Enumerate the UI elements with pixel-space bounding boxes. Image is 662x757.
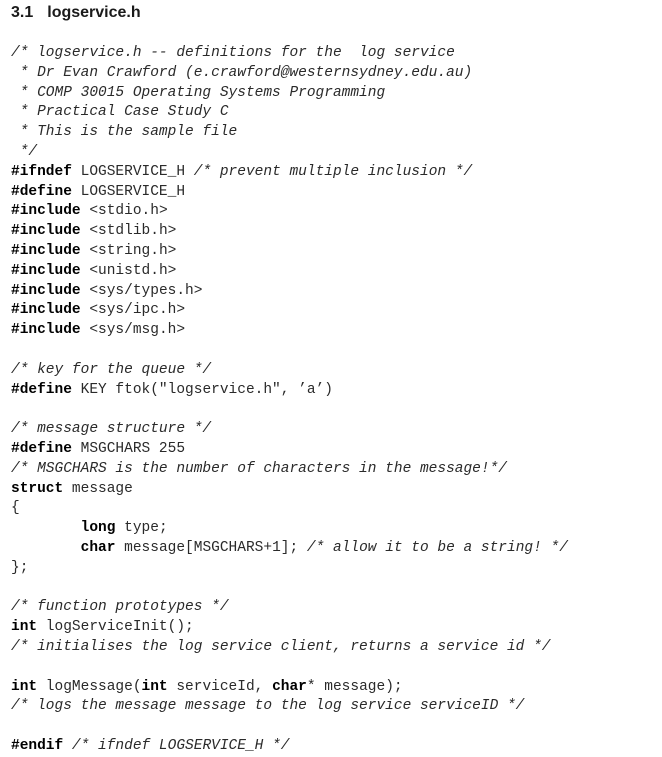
code-line xyxy=(11,598,568,618)
code-line xyxy=(11,480,568,500)
code-line xyxy=(11,262,568,282)
code-line xyxy=(11,539,568,559)
code-line xyxy=(11,361,568,381)
code-keyword: #define xyxy=(11,381,72,398)
code-line xyxy=(11,163,568,183)
code-line xyxy=(11,697,568,717)
code-line xyxy=(11,519,568,539)
code-text: type; xyxy=(115,520,168,537)
code-comment: */ xyxy=(11,143,38,160)
code-comment: * Dr Evan Crawford (e.crawford@westernsydney.edu.au) xyxy=(11,64,473,81)
code-text: LOGSERVICE_H xyxy=(71,163,194,180)
code-line xyxy=(11,321,568,341)
code-line xyxy=(11,579,568,599)
code-keyword: #include xyxy=(11,242,81,259)
code-text: <unistd.h> xyxy=(80,262,177,279)
section-number: 3.1 xyxy=(11,4,34,21)
code-comment: /* logs the message message to the log service serviceID */ xyxy=(11,698,525,715)
code-line xyxy=(11,499,568,519)
code-line xyxy=(11,282,568,302)
code-line xyxy=(11,44,568,64)
code-line xyxy=(11,638,568,658)
code-comment: * This is the sample file xyxy=(11,124,238,141)
code-text: <stdlib.h> xyxy=(80,223,177,240)
code-comment: /* logservice.h -- definitions for the log service xyxy=(11,45,455,61)
code-keyword: #include xyxy=(11,302,81,319)
code-keyword: int xyxy=(141,678,168,695)
code-line xyxy=(11,559,568,579)
code-comment: /* key for the queue */ xyxy=(11,361,212,378)
code-text: <sys/types.h> xyxy=(80,282,203,299)
code-text xyxy=(11,520,81,536)
code-listing xyxy=(11,44,568,757)
code-keyword: #include xyxy=(11,203,81,220)
code-line xyxy=(11,202,568,222)
code-text: message xyxy=(63,480,133,497)
code-comment: /* function prototypes */ xyxy=(11,599,229,616)
code-text xyxy=(11,540,81,556)
code-keyword: #ifndef xyxy=(11,163,72,180)
code-line xyxy=(11,103,568,123)
code-text: MSGCHARS 255 xyxy=(71,440,186,457)
code-text: <stdio.h> xyxy=(80,203,168,220)
code-keyword: int xyxy=(11,678,38,695)
code-text xyxy=(63,738,72,754)
code-line xyxy=(11,717,568,737)
code-line xyxy=(11,123,568,143)
section-title: logservice.h xyxy=(47,4,141,21)
code-keyword: struct xyxy=(11,480,64,497)
code-text: LOGSERVICE_H xyxy=(71,183,186,200)
code-text: <sys/msg.h> xyxy=(80,322,186,339)
code-text: KEY ftok("logservice.h", ’a’) xyxy=(71,381,333,398)
code-line xyxy=(11,440,568,460)
code-text: <sys/ipc.h> xyxy=(80,302,186,319)
code-comment: * Practical Case Study C xyxy=(11,104,229,121)
code-line xyxy=(11,460,568,480)
code-text: <string.h> xyxy=(80,242,177,259)
section-heading xyxy=(11,3,141,23)
code-line xyxy=(11,222,568,242)
code-text: logMessage( xyxy=(37,678,142,695)
code-line xyxy=(11,183,568,203)
code-line xyxy=(11,737,568,757)
code-comment: * COMP 30015 Operating Systems Programming xyxy=(11,84,386,101)
code-comment: /* MSGCHARS is the number of characters in the message!*/ xyxy=(11,460,507,477)
code-keyword: #include xyxy=(11,223,81,240)
code-comment: /* prevent multiple inclusion */ xyxy=(193,163,473,180)
code-keyword: char xyxy=(80,539,116,556)
code-comment: /* message structure */ xyxy=(11,421,212,438)
code-keyword: #include xyxy=(11,322,81,339)
code-text: }; xyxy=(11,559,29,576)
code-comment: /* allow it to be a string! */ xyxy=(306,539,568,556)
code-line xyxy=(11,301,568,321)
code-keyword: int xyxy=(11,619,38,636)
code-line xyxy=(11,618,568,638)
code-keyword: #include xyxy=(11,262,81,279)
code-comment: /* initialises the log service client, returns a service id */ xyxy=(11,638,551,655)
code-keyword: #define xyxy=(11,440,72,457)
code-line xyxy=(11,400,568,420)
code-line xyxy=(11,678,568,698)
code-keyword: char xyxy=(272,678,307,695)
code-line xyxy=(11,64,568,84)
code-comment: /* ifndef LOGSERVICE_H */ xyxy=(71,737,290,754)
code-text: * message); xyxy=(306,678,403,695)
code-keyword: long xyxy=(80,520,116,537)
code-keyword: #endif xyxy=(11,737,64,754)
code-line xyxy=(11,341,568,361)
code-text: message[MSGCHARS+1]; xyxy=(115,539,307,556)
code-keyword: #define xyxy=(11,183,72,200)
code-line xyxy=(11,381,568,401)
code-line xyxy=(11,420,568,440)
code-line xyxy=(11,658,568,678)
code-line xyxy=(11,242,568,262)
code-line xyxy=(11,84,568,104)
code-keyword: #include xyxy=(11,282,81,299)
code-text: { xyxy=(11,500,20,517)
code-line xyxy=(11,143,568,163)
code-text: logServiceInit(); xyxy=(37,619,194,636)
code-text: serviceId, xyxy=(167,678,273,695)
